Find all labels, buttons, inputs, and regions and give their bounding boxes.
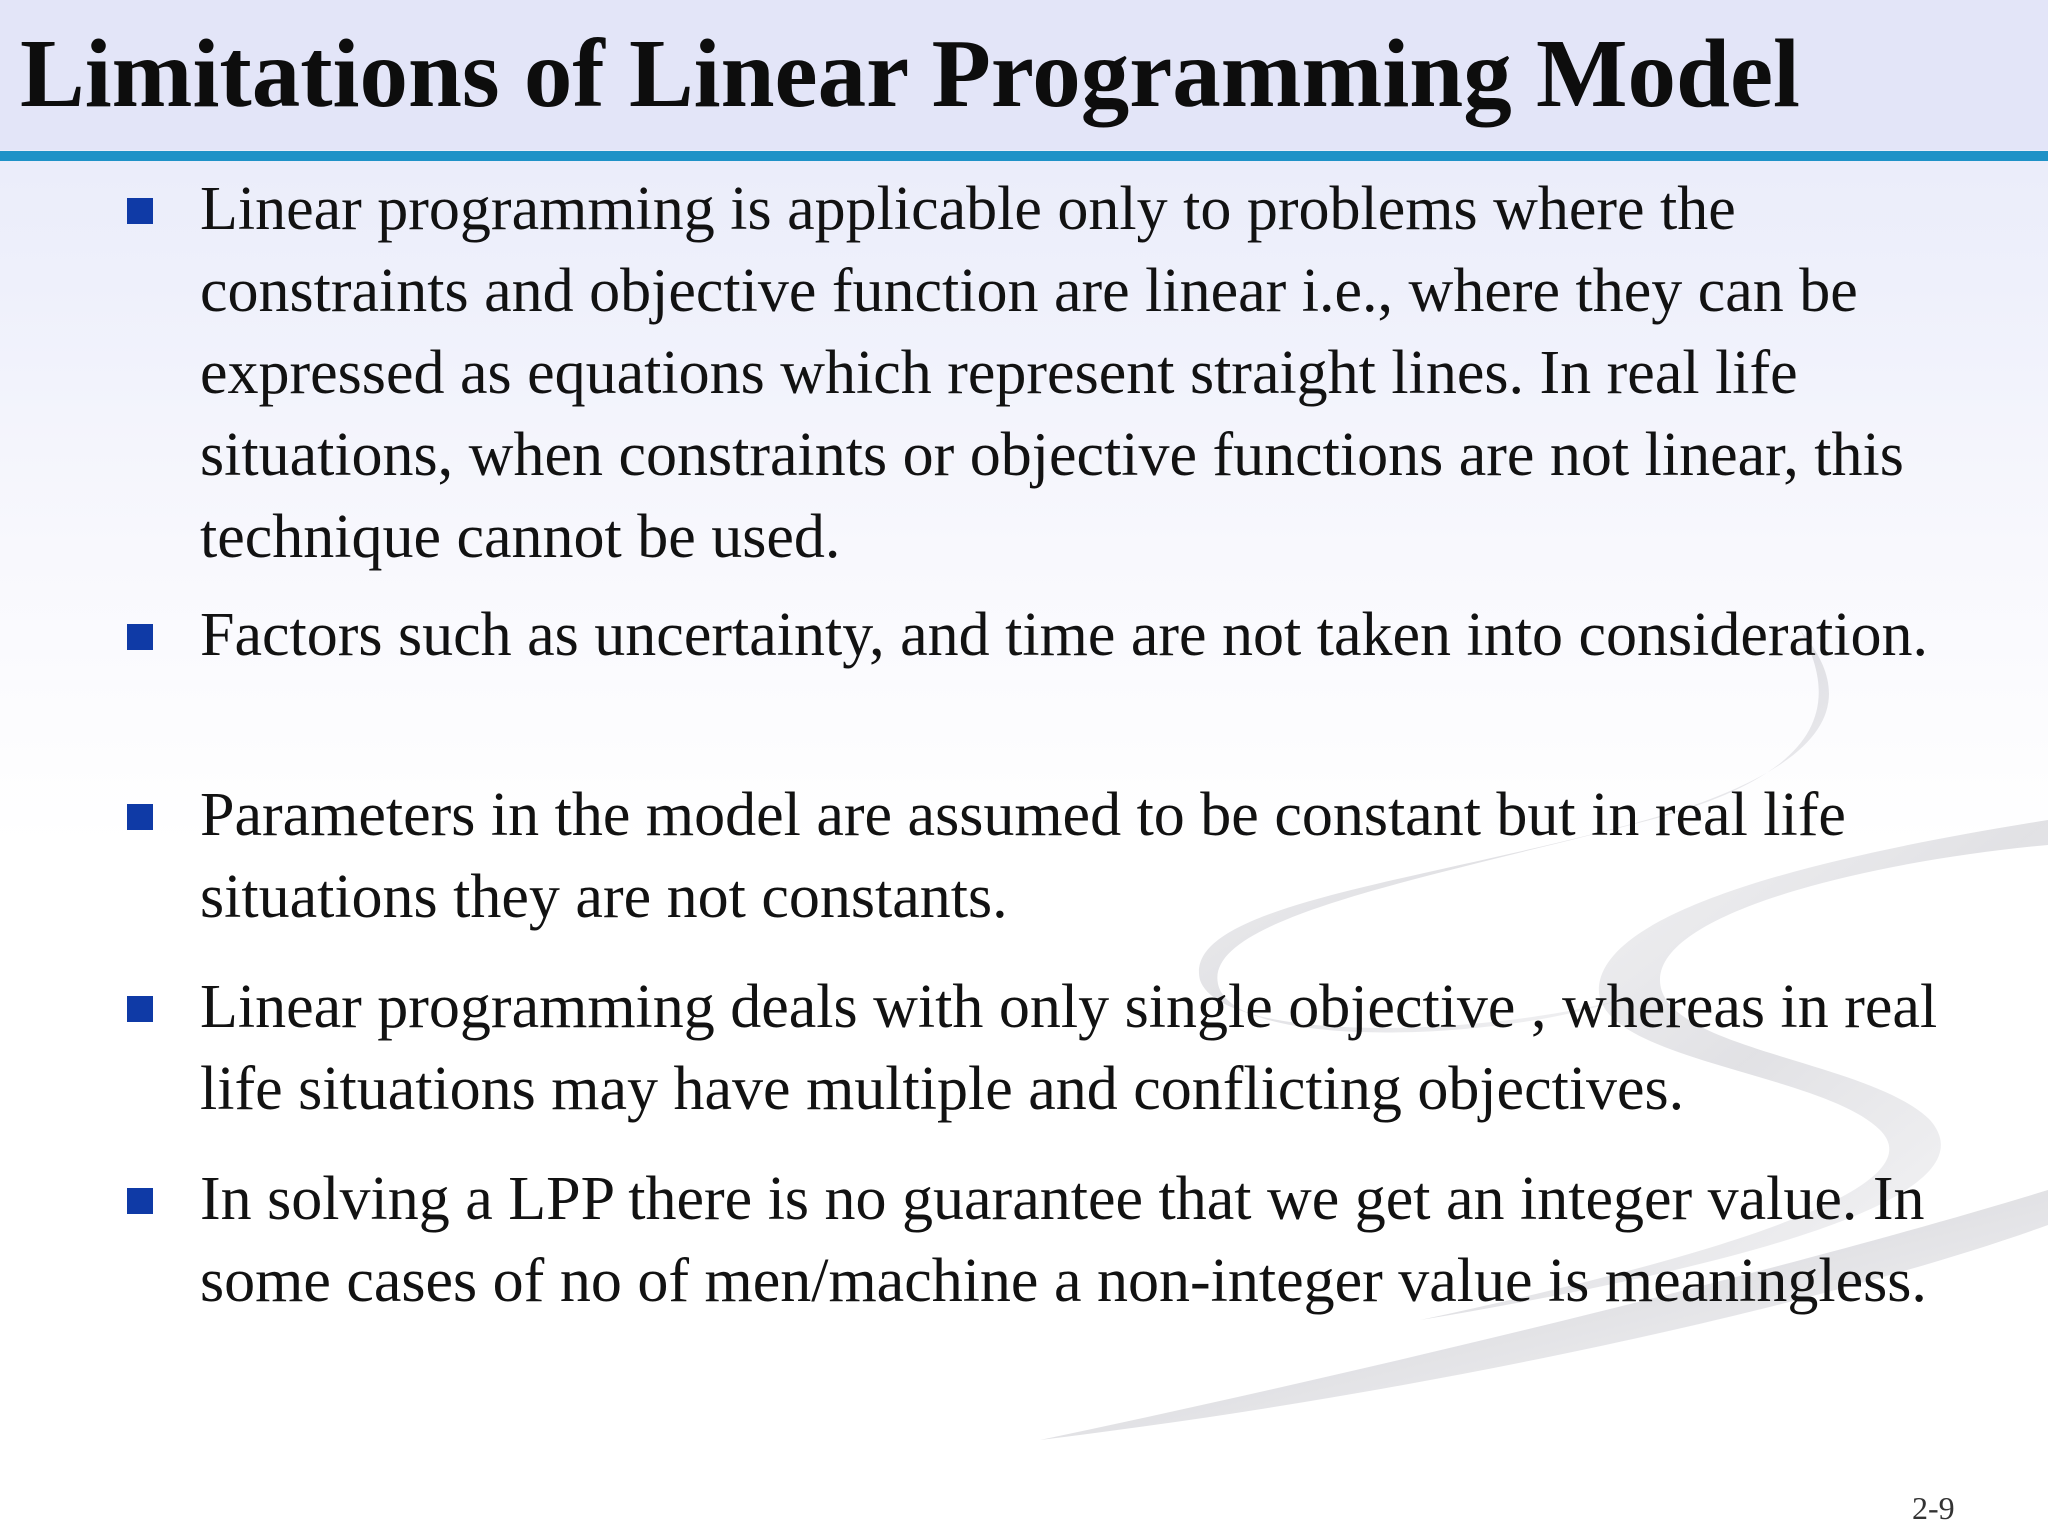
bullet-text: Linear programming is applicable only to problems where the constraints and objective function are linear i.e., where they can be expressed as equations which represent straight lines. In real life situations, when constraints or objective functions are not linear, this technique cannot be used. <box>200 175 1904 571</box>
bullet-item <box>200 594 1940 676</box>
bullet-text: In solving a LPP there is no guarantee that we get an integer value. In some cases of no of men/machine a non-integer value is meaningless. <box>200 1165 1927 1315</box>
bullet-item <box>200 168 1940 578</box>
slide-number: 2-9 <box>1912 1490 1955 1526</box>
square-bullet-icon <box>127 996 153 1022</box>
square-bullet-icon <box>127 1188 153 1214</box>
slide-title: Limitations of Linear Programming Model <box>20 20 1801 127</box>
square-bullet-icon <box>127 198 153 224</box>
bullet-item <box>200 1158 1940 1322</box>
bullet-text: Factors such as uncertainty, and time are not taken into consideration. <box>200 601 1929 669</box>
bullet-item <box>200 966 1940 1130</box>
bullet-item <box>200 774 1940 938</box>
bullet-text: Parameters in the model are assumed to be constant but in real life situations they are not constants. <box>200 781 1846 931</box>
square-bullet-icon <box>127 624 153 650</box>
square-bullet-icon <box>127 804 153 830</box>
bullet-text: Linear programming deals with only single objective , whereas in real life situations may have multiple and conflicting objectives. <box>200 973 1938 1123</box>
